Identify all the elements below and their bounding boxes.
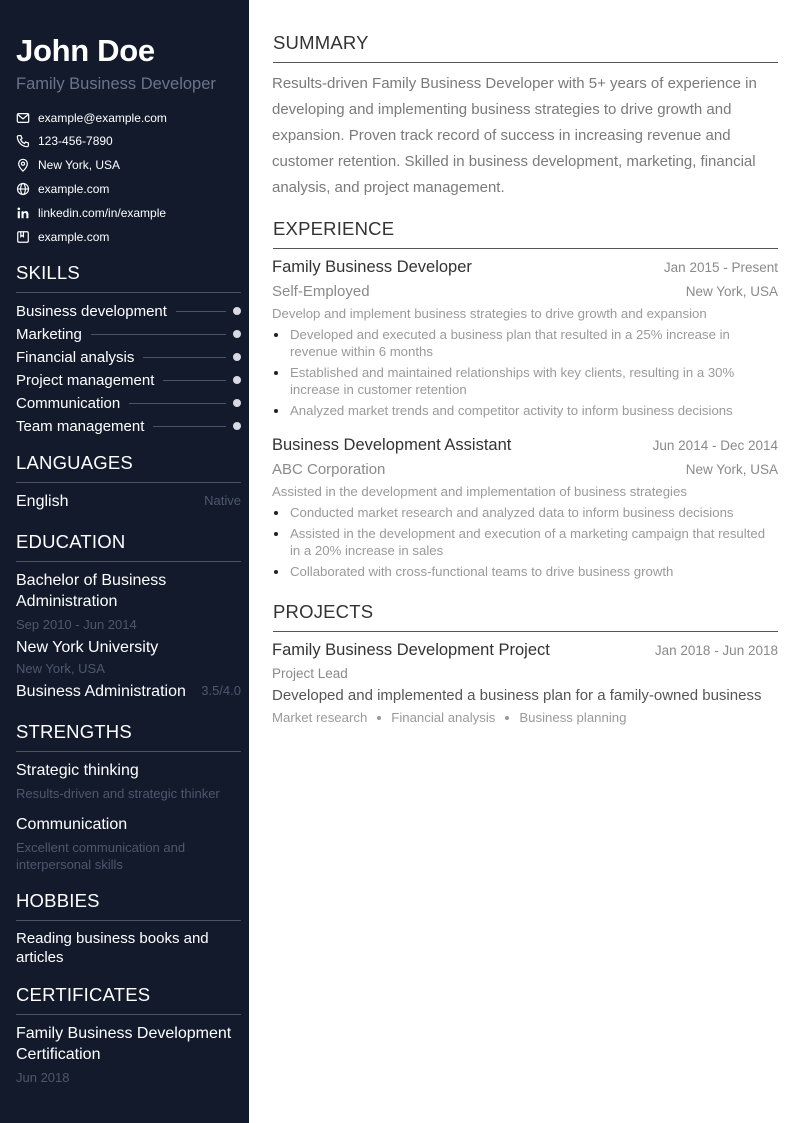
job-bullet: Collaborated with cross-functional teams to drive business growth [272, 563, 778, 580]
projects-divider [273, 631, 778, 632]
skill-item [16, 324, 241, 344]
skill-item [16, 301, 241, 321]
job-bullets [272, 326, 778, 423]
job-company: Self-Employed [272, 283, 370, 300]
language-level: Native [204, 493, 241, 508]
candidate-name: John Doe [16, 33, 155, 68]
hobbies-divider [16, 920, 241, 921]
linkedin-icon [16, 206, 30, 220]
job-location: New York, USA [685, 284, 778, 299]
certificates-divider [16, 1014, 241, 1015]
education-heading: EDUCATION [16, 531, 126, 552]
education-dates: Sep 2010 - Jun 2014 [16, 617, 137, 632]
education-field: Business Administration [16, 683, 186, 700]
hobbies-heading: HOBBIES [16, 890, 100, 911]
skill-item [16, 370, 241, 390]
summary-heading: SUMMARY [273, 32, 369, 53]
bookmark-icon [16, 230, 30, 244]
skill-line [143, 357, 226, 358]
strengths-divider [16, 751, 241, 752]
strength-desc: Results-driven and strategic thinker [16, 786, 220, 801]
experience-heading: EXPERIENCE [273, 218, 395, 239]
contact-website[interactable] [16, 179, 109, 199]
job-title: Business Development Assistant [272, 436, 512, 454]
contact-text: example@example.com [38, 111, 167, 125]
contact-portfolio[interactable] [16, 227, 109, 247]
project-keyword: Business planning [519, 710, 627, 725]
certificates-heading: CERTIFICATES [16, 984, 151, 1005]
contact-text: 123-456-7890 [38, 134, 113, 148]
keyword-separator [505, 716, 509, 720]
job-dates: Jun 2014 - Dec 2014 [652, 438, 778, 453]
contact-text: New York, USA [38, 158, 121, 172]
skill-dot [233, 399, 241, 407]
strength-title: Strategic thinking [16, 762, 139, 779]
skill-dot [233, 422, 241, 430]
skill-dot [233, 376, 241, 384]
job-bullet: Established and maintained relationships with key clients, resulting in a 30% increase in customer retention [272, 364, 778, 398]
skill-label: Financial analysis [16, 348, 135, 366]
strengths-heading: STRENGTHS [16, 721, 132, 742]
job-dates: Jan 2015 - Present [663, 260, 778, 275]
job-description: Assisted in the development and implementation of business strategies [272, 484, 687, 499]
job-bullet: Conducted market research and analyzed data to inform business decisions [272, 504, 778, 521]
skill-label: Communication [16, 394, 121, 412]
certificate-date: Jun 2018 [16, 1070, 70, 1085]
skill-line [176, 311, 226, 312]
skill-label: Marketing [16, 325, 82, 343]
skill-line [153, 426, 226, 427]
skill-dot [233, 330, 241, 338]
candidate-title: Family Business Developer [16, 75, 216, 93]
project-role: Project Lead [272, 666, 348, 681]
job-bullets [272, 504, 778, 584]
skill-item [16, 416, 241, 436]
skills-divider [16, 292, 241, 293]
job-bullet: Analyzed market trends and competitor activity to inform business decisions [272, 402, 778, 419]
skill-dot [233, 353, 241, 361]
education-location: New York, USA [16, 661, 105, 676]
skill-line [129, 403, 226, 404]
job-description: Develop and implement business strategies to drive growth and expansion [272, 306, 707, 321]
globe-icon [16, 182, 30, 196]
phone-icon [16, 134, 30, 148]
job-bullet: Developed and executed a business plan that resulted in a 25% increase in revenue within 6 months [272, 326, 778, 360]
skill-line [91, 334, 226, 335]
skills-heading: SKILLS [16, 262, 80, 283]
contact-phone[interactable] [16, 131, 113, 151]
project-keyword: Market research [272, 710, 368, 725]
job-bullet: Assisted in the development and execution of a marketing campaign that resulted in a 20% increase in sales [272, 525, 778, 559]
education-school: New York University [16, 639, 159, 656]
skill-label: Team management [16, 417, 145, 435]
strength-desc: Excellent communication and interpersonal skills [16, 840, 186, 872]
location-pin-icon [16, 158, 30, 172]
contact-text: example.com [38, 182, 110, 196]
contact-email[interactable] [16, 108, 167, 128]
skill-dot [233, 307, 241, 315]
keyword-separator [377, 716, 381, 720]
contact-text: example.com [38, 230, 110, 244]
hobby-text: Reading business books and articles [16, 930, 209, 966]
strength-title: Communication [16, 816, 128, 833]
project-dates: Jan 2018 - Jun 2018 [654, 643, 778, 658]
skill-line [163, 380, 226, 381]
job-location: New York, USA [685, 462, 778, 477]
job-title: Family Business Developer [272, 258, 472, 276]
languages-heading: LANGUAGES [16, 452, 133, 473]
project-keywords [272, 710, 626, 725]
sidebar [0, 0, 249, 1123]
education-gpa: 3.5/4.0 [201, 683, 241, 698]
projects-heading: PROJECTS [273, 601, 374, 622]
skill-item [16, 347, 241, 367]
summary-divider [273, 62, 778, 63]
certificate-name: Family Business Development Certification [16, 1025, 232, 1063]
languages-divider [16, 482, 241, 483]
contact-text: linkedin.com/in/example [38, 206, 167, 220]
skill-label: Project management [16, 371, 155, 389]
education-degree: Bachelor of Business Administration [16, 572, 167, 610]
project-keyword: Financial analysis [391, 710, 496, 725]
contact-linkedin[interactable] [16, 203, 166, 223]
skill-item [16, 393, 241, 413]
summary-text: Results-driven Family Business Developer with 5+ years of experience in developing and implementing business strategies to drive growth and expansion. Proven track record of success in increasing revenue and customer retention. Skilled in business development, marketing, financial analysis, and project management. [272, 75, 757, 196]
email-icon [16, 111, 30, 125]
job-company: ABC Corporation [272, 461, 386, 478]
education-divider [16, 561, 241, 562]
project-description: Developed and implemented a business plan for a family-owned business [272, 687, 762, 704]
project-title: Family Business Development Project [272, 641, 550, 659]
language-name: English [16, 493, 69, 510]
contact-location [16, 155, 120, 175]
experience-divider [273, 248, 778, 249]
skill-label: Business development [16, 302, 167, 320]
